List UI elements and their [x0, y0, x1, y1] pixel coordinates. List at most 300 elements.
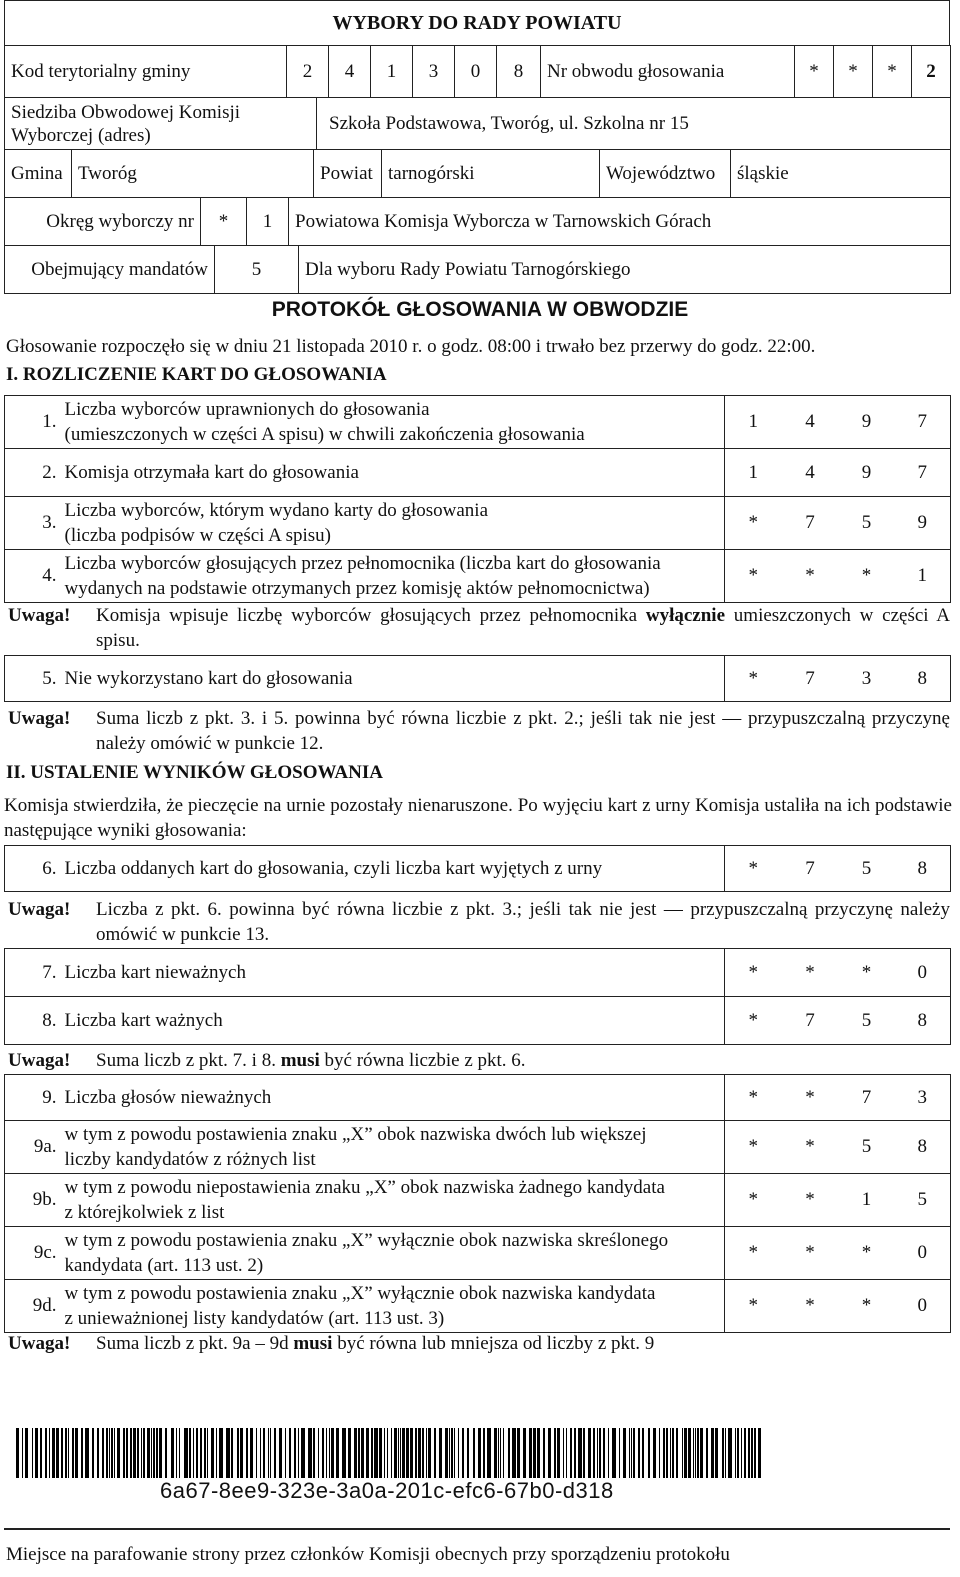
commune-value: Tworóg [72, 150, 314, 198]
barcode-bar [102, 1428, 104, 1478]
barcode-bar [426, 1428, 427, 1478]
commission-seat-address: Szkoła Podstawowa, Tworóg, ul. Szkolna nr 15 [317, 98, 951, 150]
territorial-code-digit: 0 [455, 46, 497, 98]
note-label: Uwaga! [8, 899, 71, 920]
note-emphasis: wyłącznie [645, 605, 726, 626]
voivodeship-label: Województwo [600, 150, 731, 198]
constituency-label: Okręg wyborczy nr [5, 198, 201, 246]
row-label: w tym z powodu postawienia znaku „X” wyłącznie obok nazwiska skreślonego kandydata (art. 113 ust. 2) [61, 1227, 725, 1280]
barcode-bar [318, 1428, 319, 1478]
county-commission-name: Powiatowa Komisja Wyborcza w Tarnowskich Górach [289, 198, 951, 246]
barcode-bar [434, 1428, 436, 1478]
row-digit: * [725, 949, 782, 997]
election-scope: Dla wyboru Rady Powiatu Tarnogórskiego [299, 246, 951, 294]
mandates-label: Obejmujący mandatów [5, 246, 215, 294]
note-text: Suma liczb z pkt. 3. i 5. powinna być równa liczbie z pkt. 2.; jeśli tak nie jest — przypuszczalną przyczynę należy omówić w punkcie 12. [96, 708, 950, 754]
barcode-bar [289, 1428, 291, 1478]
header-seat-row [4, 97, 951, 150]
row-number: 7. [5, 949, 61, 997]
note-3 [8, 897, 950, 947]
barcode-bar [400, 1428, 401, 1478]
barcode-bar [751, 1428, 753, 1478]
barcode-bar [342, 1428, 346, 1478]
barcode-bar [260, 1428, 261, 1478]
barcode-bar [40, 1428, 42, 1478]
barcode-bar [672, 1428, 674, 1478]
row-digit: 8 [895, 1121, 951, 1174]
header-area-row [4, 149, 951, 198]
barcode-bar [503, 1428, 504, 1478]
barcode-bar [156, 1428, 158, 1478]
barcode-bar [45, 1428, 47, 1478]
barcode-bar [159, 1428, 162, 1478]
barcode-bar [653, 1428, 656, 1478]
barcode-bar [737, 1428, 739, 1478]
barcode-bar [695, 1428, 696, 1478]
row-label: Liczba kart ważnych [61, 997, 725, 1045]
row-digit: * [725, 997, 782, 1045]
row-digit: 0 [895, 949, 951, 997]
barcode-bar [207, 1428, 208, 1478]
row-number: 9b. [5, 1174, 61, 1227]
barcode-bar [114, 1428, 115, 1478]
barcode-bar [608, 1428, 609, 1478]
row-digit: * [839, 1227, 895, 1280]
row-digit: * [725, 1227, 782, 1280]
note-label: Uwaga! [8, 605, 71, 626]
barcode-bar [648, 1428, 650, 1478]
barcode-bar [593, 1428, 595, 1478]
row-number: 3. [5, 497, 61, 550]
county-label: Powiat [314, 150, 382, 198]
barcode-bar [711, 1428, 714, 1478]
barcode-bar [554, 1428, 556, 1478]
note-text: być równa lub mniejsza od liczby z pkt. 9 [332, 1333, 655, 1354]
note-emphasis: musi [280, 1050, 320, 1071]
note-2 [8, 706, 950, 756]
row-digit: 4 [782, 449, 839, 497]
barcode-bar [366, 1428, 369, 1478]
territorial-code-digit: 1 [371, 46, 413, 98]
barcode-bar [216, 1428, 217, 1478]
barcode-bar [529, 1428, 532, 1478]
row-label: Liczba oddanych kart do głosowania, czyli liczba kart wyjętych z urny [61, 846, 725, 892]
barcode-bar [735, 1428, 736, 1478]
barcode-bar [211, 1428, 214, 1478]
barcode-bar [422, 1428, 424, 1478]
table-row [5, 846, 951, 892]
barcode-bar [22, 1428, 23, 1478]
row-digit: 9 [895, 497, 951, 550]
barcode-bar [659, 1428, 660, 1478]
barcode-bar [126, 1428, 128, 1478]
table-row [5, 1121, 951, 1174]
barcode-bar [612, 1428, 616, 1478]
constituency-digit: * [201, 198, 247, 246]
barcode-bar [308, 1428, 312, 1478]
barcode-bar [326, 1428, 327, 1478]
row-digit: 3 [839, 656, 895, 702]
row-digit: 4 [782, 396, 839, 449]
row-digit: 1 [725, 396, 782, 449]
barcode-bar [631, 1428, 632, 1478]
section-2-heading: II. USTALENIE WYNIKÓW GŁOSOWANIA [6, 762, 383, 783]
unused-cards-table [4, 655, 951, 702]
barcode-bar [418, 1428, 421, 1478]
table-row [5, 1174, 951, 1227]
barcode-bar [512, 1428, 516, 1478]
row-digit: * [725, 497, 782, 550]
barcode-bar [279, 1428, 282, 1478]
row-number: 2. [5, 449, 61, 497]
barcode-bar [663, 1428, 665, 1478]
row-digit: * [782, 550, 839, 603]
row-number: 4. [5, 550, 61, 603]
table-row [5, 997, 951, 1045]
row-number: 6. [5, 846, 61, 892]
row-digit: 8 [895, 846, 951, 892]
territorial-code-digit: 8 [497, 46, 541, 98]
barcode-bar [588, 1428, 591, 1478]
note-label: Uwaga! [8, 1333, 71, 1354]
barcode-bar [597, 1428, 598, 1478]
barcode-bar [387, 1428, 388, 1478]
barcode-bar [226, 1428, 230, 1478]
barcode-bar [633, 1428, 635, 1478]
barcode-bar [670, 1428, 671, 1478]
barcode-bar [92, 1428, 94, 1478]
row-number: 1. [5, 396, 61, 449]
barcode-bar [263, 1428, 265, 1478]
barcode-bar [153, 1428, 155, 1478]
note-label: Uwaga! [8, 1050, 71, 1071]
row-digit: 0 [895, 1280, 951, 1333]
barcode-bar [111, 1428, 113, 1478]
barcode-bar [189, 1428, 191, 1478]
barcode-bar [196, 1428, 198, 1478]
barcode-bar [130, 1428, 132, 1478]
barcode-bar [508, 1428, 510, 1478]
table-row [5, 1227, 951, 1280]
row-digit: 7 [782, 656, 839, 702]
barcode-bar [240, 1428, 243, 1478]
barcode-bar [697, 1428, 699, 1478]
table-row [5, 1280, 951, 1333]
barcode-bar [688, 1428, 691, 1478]
barcode-bar [415, 1428, 417, 1478]
row-digit: * [725, 1121, 782, 1174]
barcode-bar [548, 1428, 551, 1478]
note-5 [8, 1331, 950, 1356]
barcode-bar [473, 1428, 475, 1478]
row-digit: * [782, 1075, 839, 1121]
row-digit: * [725, 1174, 782, 1227]
barcode-bar [754, 1428, 756, 1478]
barcode-bar [68, 1428, 69, 1478]
protocol-title: PROTOKÓŁ GŁOSOWANIA W OBWODZIE [271, 298, 689, 321]
row-digit: 0 [895, 1227, 951, 1280]
row-number: 8. [5, 997, 61, 1045]
row-digit: * [725, 1075, 782, 1121]
ballot-header-title: WYBORY DO RADY POWIATU [4, 0, 950, 45]
note-text: Suma liczb z pkt. 7. i 8. [96, 1050, 281, 1071]
section-2-intro: Komisja stwierdziła, że pieczęcie na urnie pozostały nienaruszone. Po wyjęciu kart z urny Komisja ustaliła na ich podstawie następujące wyniki głosowania: [4, 795, 952, 841]
barcode-bar [458, 1428, 459, 1478]
row-digit: 8 [895, 997, 951, 1045]
territorial-code-label: Kod terytorialny gminy [5, 46, 287, 98]
barcode-bar [682, 1428, 683, 1478]
barcode-bar [274, 1428, 276, 1478]
row-digit: * [725, 846, 782, 892]
note-1 [8, 603, 950, 653]
row-digit: * [725, 656, 782, 702]
barcode-bar [298, 1428, 299, 1478]
row-label: Liczba wyborców, którym wydano karty do głosowania (liczba podpisów w części A spisu) [61, 497, 725, 550]
barcode-bar [75, 1428, 78, 1478]
district-number-digit: * [834, 46, 873, 98]
barcode-bar [478, 1428, 481, 1478]
barcode-bar [410, 1428, 413, 1478]
district-number-label: Nr obwodu głosowania [541, 46, 795, 98]
row-label: Nie wykorzystano kart do głosowania [61, 656, 725, 702]
row-number: 9a. [5, 1121, 61, 1174]
row-digit: 7 [839, 1075, 895, 1121]
row-label: Komisja otrzymała kart do głosowania [61, 449, 725, 497]
voting-start-text: Głosowanie rozpoczęło się w dniu 21 listopada 2010 r. o godz. 08:00 i trwało bez przerwy do godz. 22:00. [6, 336, 816, 357]
row-label: w tym z powodu niepostawienia znaku „X” obok nazwiska żadnego kandydata z którejkolwiek z list [61, 1174, 725, 1227]
barcode-bar [557, 1428, 560, 1478]
barcode-bar [256, 1428, 257, 1478]
row-digit: * [782, 1174, 839, 1227]
barcode-bar [65, 1428, 67, 1478]
barcode-bar [123, 1428, 125, 1478]
card-accounting-table [4, 395, 951, 603]
barcode-bar [151, 1428, 152, 1478]
footer-text: Miejsce na parafowanie strony przez członków Komisji obecnych przy sporządzeniu protokołu [6, 1544, 730, 1565]
row-digit: * [782, 1280, 839, 1333]
barcode-bar [32, 1428, 33, 1478]
row-digit: 7 [782, 997, 839, 1045]
header-constituency-row [4, 197, 951, 246]
barcode-bar [398, 1428, 399, 1478]
row-digit: 5 [839, 1121, 895, 1174]
barcode-bar [741, 1428, 742, 1478]
row-digit: 7 [782, 846, 839, 892]
commune-label: Gmina [5, 150, 72, 198]
note-text: być równa liczbie z pkt. 6. [319, 1050, 526, 1071]
barcode-bar [49, 1428, 50, 1478]
row-digit: 1 [895, 550, 951, 603]
barcode-bar [331, 1428, 334, 1478]
barcode-bar [394, 1428, 397, 1478]
barcode-bar [329, 1428, 330, 1478]
barcode-bar [184, 1428, 188, 1478]
row-number: 9d. [5, 1280, 61, 1333]
row-digit: 8 [895, 656, 951, 702]
barcode-bar [619, 1428, 620, 1478]
barcode-text: 6a67-8ee9-323e-3a0a-201c-efc6-67b0-d318 [160, 1478, 614, 1503]
barcode-bar [285, 1428, 286, 1478]
row-digit: 9 [839, 449, 895, 497]
barcode-bar [16, 1428, 19, 1478]
row-digit: 7 [782, 497, 839, 550]
barcode-bar [237, 1428, 239, 1478]
barcode-bar [676, 1428, 678, 1478]
row-digit: * [782, 949, 839, 997]
barcode-bar [171, 1428, 174, 1478]
barcode-bar [666, 1428, 668, 1478]
barcode-bar [533, 1428, 536, 1478]
barcode-bar [462, 1428, 464, 1478]
note-4 [8, 1048, 950, 1073]
barcode-bar [563, 1428, 564, 1478]
row-digit: * [839, 1280, 895, 1333]
table-row [5, 550, 951, 603]
invalid-votes-table [4, 1074, 951, 1333]
barcode-bar [85, 1428, 89, 1478]
barcode-bar [715, 1428, 718, 1478]
barcode-bar [451, 1428, 453, 1478]
table-row [5, 1075, 951, 1121]
row-digit: 9 [839, 396, 895, 449]
barcode-bar [204, 1428, 206, 1478]
note-label: Uwaga! [8, 708, 71, 729]
barcode-bar [744, 1428, 746, 1478]
barcode-bar [25, 1428, 28, 1478]
row-digit: * [725, 550, 782, 603]
barcode-bar [758, 1428, 761, 1478]
barcode-bar [133, 1428, 136, 1478]
row-digit: 5 [839, 497, 895, 550]
barcode-bar [483, 1428, 485, 1478]
barcode-bar [537, 1428, 540, 1478]
row-digit: 5 [895, 1174, 951, 1227]
barcode-bar [487, 1428, 491, 1478]
barcode-bar [402, 1428, 405, 1478]
footer-divider [4, 1528, 950, 1530]
barcode-bar [583, 1428, 585, 1478]
barcode-bar [200, 1428, 202, 1478]
row-digit: * [725, 1280, 782, 1333]
row-number: 9c. [5, 1227, 61, 1280]
table-row [5, 497, 951, 550]
barcode-bar [500, 1428, 501, 1478]
note-text: Komisja wpisuje liczbę wyborców głosujących przez pełnomocnika [96, 605, 646, 626]
barcode-bar [35, 1428, 38, 1478]
barcode-bar [348, 1428, 351, 1478]
barcode-bar [722, 1428, 724, 1478]
barcode-bar [623, 1428, 626, 1478]
section-1-heading: I. ROZLICZENIE KART DO GŁOSOWANIA [6, 364, 387, 385]
barcode-bar [176, 1428, 177, 1478]
barcode-bar [454, 1428, 455, 1478]
barcode-bar [313, 1428, 315, 1478]
barcode-bar [449, 1428, 450, 1478]
row-digit: * [839, 550, 895, 603]
barcode-bar [700, 1428, 703, 1478]
territorial-code-digit: 3 [413, 46, 455, 98]
note-text: umieszczonych w części A spisu. [96, 605, 950, 651]
barcode-bar [268, 1428, 269, 1478]
cast-cards-table [4, 845, 951, 892]
valid-invalid-cards-table [4, 948, 951, 1045]
row-digit: 1 [839, 1174, 895, 1227]
barcode-bar [358, 1428, 360, 1478]
territorial-code-digit: 4 [329, 46, 371, 98]
barcode-bar [193, 1428, 194, 1478]
row-digit: 1 [725, 449, 782, 497]
header-code-row [4, 45, 951, 98]
note-text: Suma liczb z pkt. 9a – 9d [96, 1333, 294, 1354]
table-row [5, 949, 951, 997]
barcode-bar [336, 1428, 339, 1478]
barcode-bar [603, 1428, 605, 1478]
barcode-bar [428, 1428, 431, 1478]
barcode-bar [748, 1428, 750, 1478]
barcode-bar [498, 1428, 499, 1478]
row-label: w tym z powodu postawienia znaku „X” obok nazwiska dwóch lub większej liczby kandydatów z różnych list [61, 1121, 725, 1174]
barcode-bar [143, 1428, 145, 1478]
barcode-bar [106, 1428, 108, 1478]
barcode-bar [406, 1428, 409, 1478]
barcode-bar [56, 1428, 59, 1478]
barcode-bar [219, 1428, 223, 1478]
barcode-bar [599, 1428, 601, 1478]
note-emphasis: musi [293, 1333, 333, 1354]
barcode-bar [384, 1428, 385, 1478]
barcode-image [16, 1428, 762, 1478]
barcode-bar [250, 1428, 253, 1478]
barcode-bar [301, 1428, 305, 1478]
constituency-digit: 1 [247, 198, 289, 246]
voivodeship-value: śląskie [731, 150, 951, 198]
row-label: Liczba wyborców uprawnionych do głosowania (umieszczonych w części A spisu) w chwili zakończenia głosowania [61, 396, 725, 449]
district-number-digit: * [873, 46, 912, 98]
barcode-bar [693, 1428, 694, 1478]
barcode-bar [439, 1428, 442, 1478]
barcode-bar [294, 1428, 296, 1478]
barcode-bar [543, 1428, 545, 1478]
barcode-bar [61, 1428, 63, 1478]
barcode-bar [97, 1428, 99, 1478]
barcode-bar [81, 1428, 83, 1478]
district-number-digit: 2 [912, 46, 951, 98]
barcode-bar [117, 1428, 120, 1478]
barcode-bar [270, 1428, 271, 1478]
row-digit: 7 [895, 449, 951, 497]
barcode-bar [72, 1428, 74, 1478]
barcode-bar [354, 1428, 357, 1478]
district-number-digit: * [795, 46, 834, 98]
barcode-bar [371, 1428, 373, 1478]
row-digit: * [782, 1121, 839, 1174]
barcode-bar [728, 1428, 732, 1478]
note-text: Liczba z pkt. 6. powinna być równa liczbie z pkt. 3.; jeśli tak nie jest — przypuszczalną przyczynę należy omówić w punkcie 13. [96, 899, 950, 945]
barcode-bar [137, 1428, 139, 1478]
row-digit: 3 [895, 1075, 951, 1121]
barcode-bar [638, 1428, 640, 1478]
barcode-bar [642, 1428, 644, 1478]
barcode-bar [725, 1428, 726, 1478]
barcode-bar [566, 1428, 567, 1478]
barcode-bar [374, 1428, 378, 1478]
barcode-bar [578, 1428, 582, 1478]
row-digit: * [839, 949, 895, 997]
county-value: tarnogórski [382, 150, 600, 198]
barcode-bar [684, 1428, 687, 1478]
row-digit: * [782, 1227, 839, 1280]
barcode-bar [52, 1428, 55, 1478]
